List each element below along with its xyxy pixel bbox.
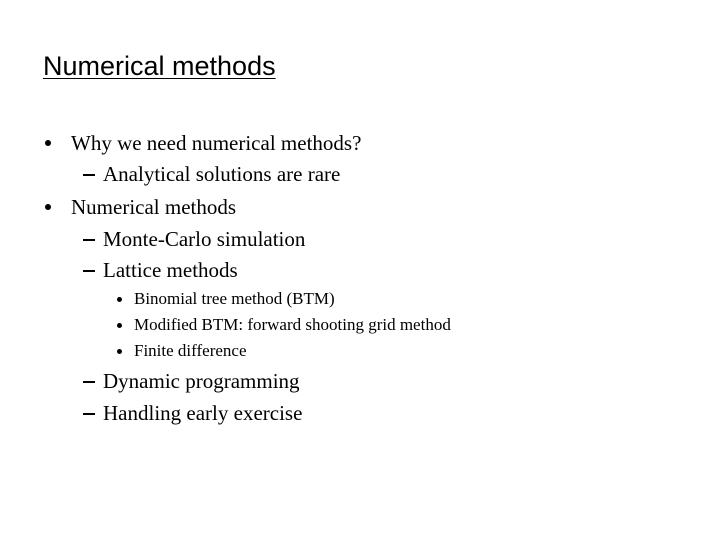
bullet-icon	[45, 140, 51, 146]
sub-sub-bullet-item: Finite difference	[134, 341, 247, 360]
dash-icon	[83, 174, 95, 176]
bullet-icon	[117, 323, 122, 328]
bullet-icon	[117, 349, 122, 354]
bullet-icon	[45, 204, 51, 210]
sub-bullet-item: Monte-Carlo simulation	[103, 227, 306, 251]
dash-icon	[83, 239, 95, 241]
dash-icon	[83, 413, 95, 415]
bullet-icon	[117, 297, 122, 302]
bullet-item: Numerical methods	[71, 195, 237, 219]
slide-title: Numerical methods	[43, 51, 276, 81]
dash-icon	[83, 270, 95, 272]
dash-icon	[83, 381, 95, 383]
sub-sub-bullet-item: Binomial tree method (BTM)	[134, 289, 335, 308]
sub-bullet-item: Lattice methods	[103, 258, 238, 282]
sub-bullet-item: Analytical solutions are rare	[103, 162, 341, 186]
sub-bullet-item: Handling early exercise	[103, 401, 303, 425]
bullet-item: Why we need numerical methods?	[71, 131, 362, 155]
sub-bullet-item: Dynamic programming	[103, 369, 300, 393]
sub-sub-bullet-item: Modified BTM: forward shooting grid method	[134, 315, 451, 334]
